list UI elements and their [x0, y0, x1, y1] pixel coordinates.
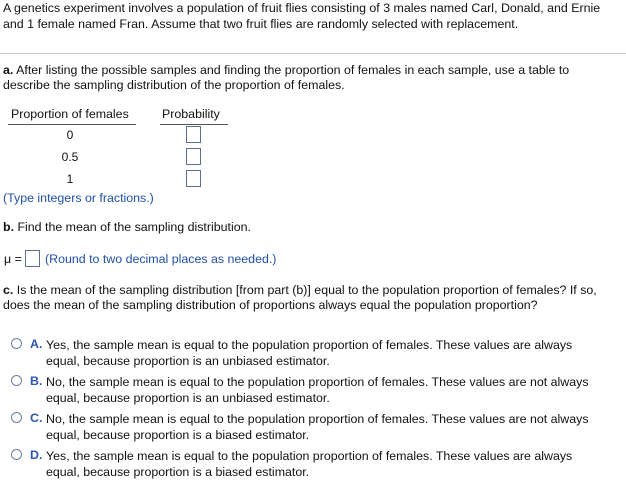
part-c-question [3, 283, 618, 313]
table-header-probability: Probability [162, 107, 220, 121]
part-b-hint: (Round to two decimal places as needed.) [45, 252, 277, 266]
part-b-question [3, 220, 251, 234]
option-d[interactable] [11, 448, 611, 480]
option-b[interactable] [11, 374, 611, 406]
part-a-question [3, 63, 618, 93]
probability-input-0-5[interactable] [186, 148, 201, 165]
table-header-proportion: Proportion of females [11, 107, 129, 121]
option-letter: C. [30, 411, 43, 425]
option-text: No, the sample mean is equal to the population proportion of females. These values are not always equal, because proportion is a biased estimator. [46, 412, 589, 442]
table-header-underline [8, 124, 136, 125]
mu-label: μ = [4, 252, 22, 266]
radio-button[interactable] [11, 338, 22, 349]
option-text: No, the sample mean is equal to the population proportion of females. These values are not always equal, because proportion is an unbiased estimator. [46, 375, 589, 405]
option-letter: A. [30, 337, 43, 351]
part-a-hint: (Type integers or fractions.) [3, 191, 154, 205]
option-text: Yes, the sample mean is equal to the population proportion of females. These values are always equal, because proportion is an unbiased estimator. [46, 338, 573, 368]
radio-button[interactable] [11, 375, 22, 386]
radio-button[interactable] [11, 412, 22, 423]
table-header-underline [160, 124, 228, 125]
probability-input-1[interactable] [186, 170, 201, 187]
radio-button[interactable] [11, 449, 22, 460]
option-c[interactable] [11, 411, 611, 443]
option-letter: D. [30, 448, 43, 462]
probability-input-0[interactable] [186, 126, 201, 143]
table-row-value: 0.5 [61, 150, 79, 164]
mean-input[interactable] [25, 250, 40, 267]
part-c-text: Is the mean of the sampling distribution [from part (b)] equal to the population proportion of females? If so, does the mean of the sampling distribution of proportions always equal the population proportion? [3, 283, 597, 312]
option-text: Yes, the sample mean is equal to the population proportion of females. These values are always equal, because proportion is a biased estimator. [46, 449, 573, 479]
part-c-label: c. [3, 283, 14, 297]
option-letter: B. [30, 374, 43, 388]
problem-intro: A genetics experiment involves a population of fruit flies consisting of 3 males named Carl, Donald, and Ernie and 1 female named Fran. Assume that two fruit flies are randomly selected with replacement. [3, 1, 601, 31]
divider [0, 53, 626, 54]
table-row-value: 0 [66, 128, 74, 142]
part-b-label: b. [3, 220, 15, 234]
option-a[interactable] [11, 337, 611, 369]
part-b-text: Find the mean of the sampling distribution. [17, 220, 251, 234]
table-row-value: 1 [66, 172, 74, 186]
part-a-text: After listing the possible samples and finding the proportion of females in each sample, use a table to describe the sampling distribution of the proportion of females. [3, 63, 570, 92]
part-a-label: a. [3, 63, 14, 77]
